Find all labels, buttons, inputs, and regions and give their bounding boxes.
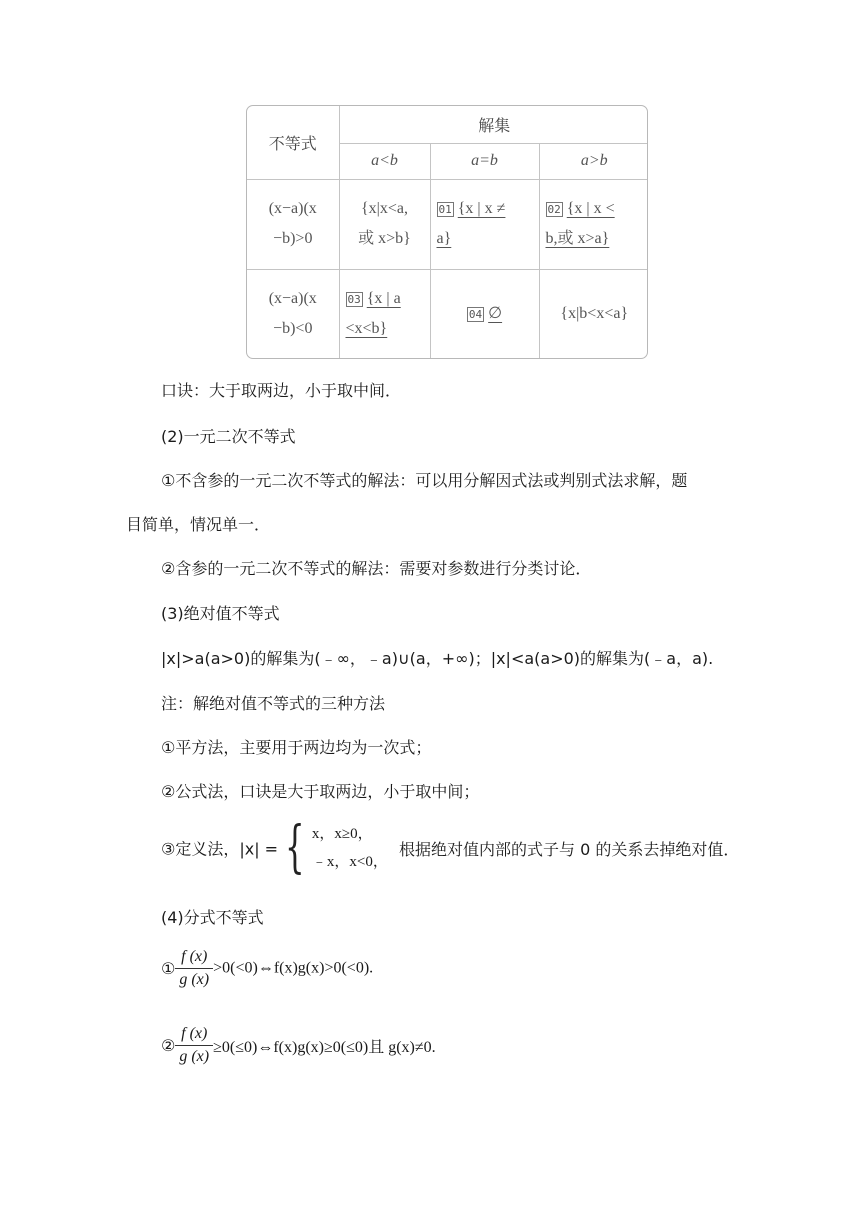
row2-case1-line1: {x | a: [366, 289, 401, 307]
case-a-greater-b: a>b: [539, 143, 648, 179]
answer-number-box: 03: [347, 292, 361, 306]
header-solution-set: 解集: [339, 106, 648, 143]
row1-inequality: [247, 179, 339, 269]
row1-case1-line1: {x|x<a,: [360, 200, 408, 217]
section-2-point1-line2: 目简单，情况单一．: [126, 515, 271, 534]
row2-inequality: [247, 269, 339, 358]
answer-number-box: 02: [547, 202, 561, 216]
row2-case2-answer: [430, 269, 539, 358]
row2-case1-line2: <x<b}: [345, 319, 388, 337]
case-2: ﹣x，x<0，: [311, 854, 388, 870]
rule-1-expression: >0(<0)⇔f(x)g(x)>0(<0).: [213, 959, 374, 977]
fraction-denominator: g (x): [175, 1045, 213, 1068]
section-2-title: (2)一元二次不等式: [161, 427, 296, 446]
mnemonic-text: 口诀：大于取两边，小于取中间．: [161, 381, 402, 400]
method-2: ②公式法，口诀是大于取两边，小于取中间；: [161, 782, 480, 801]
answer-number-box: 01: [438, 202, 452, 216]
section-4-title: (4)分式不等式: [161, 908, 264, 927]
method-3-prefix: ③定义法，|x| =: [161, 839, 279, 859]
header-inequality: 不等式: [247, 106, 339, 179]
case-1: x，x≥0，: [311, 826, 373, 842]
row1-ineq-line2: −b)>0: [273, 230, 313, 247]
section-3-abs-solution: |x|>a(a>0)的解集为(﹣∞，﹣a)∪(a，+∞)；|x|<a(a>0)的解集为(﹣a，a).: [161, 649, 714, 668]
case-a-less-b: a<b: [339, 143, 430, 179]
case-a-equal-b: a=b: [430, 143, 539, 179]
method-3-suffix: 根据绝对值内部的式子与 0 的关系去掉绝对值．: [398, 839, 740, 859]
section-2-point1-line1: ①不含参的一元二次不等式的解法：可以用分解因式法或判别式法求解，题: [161, 471, 688, 490]
fraction-f-over-g: [175, 1023, 213, 1068]
row2-ineq-line1: (x−a)(x: [268, 289, 317, 307]
fraction-rule-2: [161, 1023, 436, 1068]
row2-case3: {x|b<x<a}: [539, 269, 648, 358]
fraction-numerator: f (x): [181, 948, 208, 965]
method-3: [161, 815, 740, 880]
fraction-rule-1: [161, 946, 373, 991]
row2-case1-answer: [339, 269, 430, 358]
row1-case2-answer: [430, 179, 539, 269]
row1-case3-line1: {x | x <: [566, 200, 615, 217]
row1-case3-answer: [539, 179, 648, 269]
note-three-methods: 注：解绝对值不等式的三种方法: [161, 694, 386, 713]
fraction-denominator: g (x): [175, 968, 213, 991]
fraction-numerator: f (x): [181, 1025, 208, 1042]
row1-case1-line2: 或 x>b}: [358, 230, 411, 247]
circled-1-icon: ①: [161, 959, 176, 978]
row1-case2-line2: a}: [436, 230, 452, 247]
piecewise-cases: [312, 820, 388, 876]
row2-ineq-line2: −b)<0: [273, 319, 313, 337]
answer-number-box: 04: [468, 307, 483, 321]
rule-2-expression: ≥0(≤0)⇔f(x)g(x)≥0(≤0)且 g(x)≠0.: [213, 1039, 436, 1056]
section-3-title: (3)绝对值不等式: [161, 604, 280, 623]
row1-case3-line2: b,或 x>a}: [545, 230, 610, 247]
left-brace-icon: {: [285, 815, 305, 880]
row1-case1: [339, 179, 430, 269]
solution-set-table: [246, 105, 648, 359]
method-1: ①平方法，主要用于两边均为一次式；: [161, 738, 432, 757]
empty-set-symbol: ∅: [488, 304, 503, 322]
row1-case2-line1: {x | x ≠: [457, 200, 506, 217]
section-2-point2: ②含参的一元二次不等式的解法：需要对参数进行分类讨论．: [161, 559, 592, 578]
circled-2-icon: ②: [161, 1036, 176, 1055]
fraction-f-over-g: [175, 946, 213, 991]
row1-ineq-line1: (x−a)(x: [268, 200, 317, 217]
